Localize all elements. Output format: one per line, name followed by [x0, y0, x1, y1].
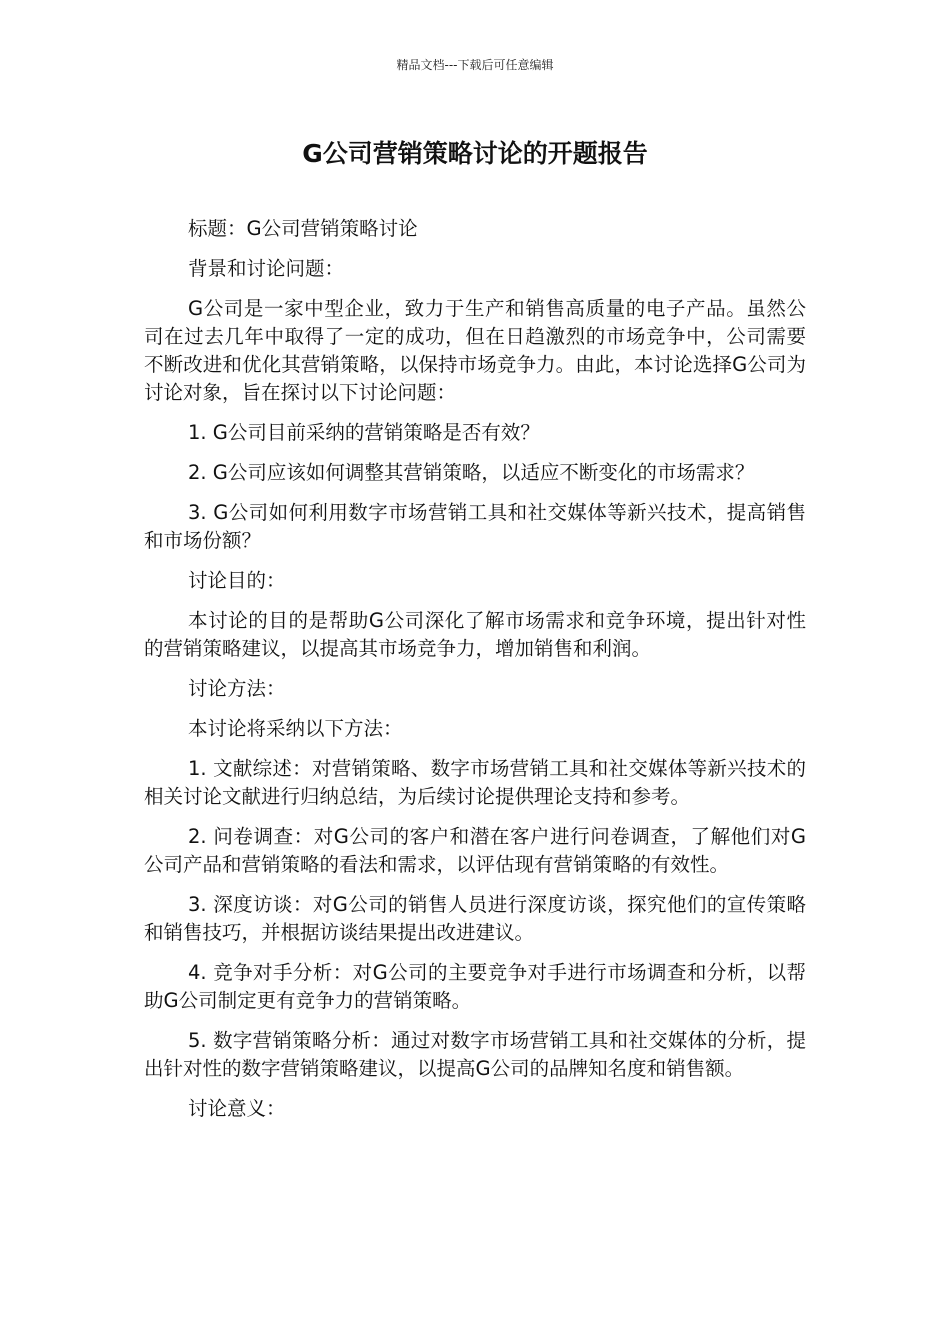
method-3: 3. 深度访谈：对G公司的销售人员进行深度访谈，探究他们的宣传策略和销售技巧，并根据访谈结果提出改进建议。 — [144, 893, 806, 944]
heading-background: 背景和讨论问题： — [188, 257, 345, 280]
method-5: 5. 数字营销策略分析：通过对数字市场营销工具和社交媒体的分析，提出针对性的数字营销策略建议，以提高G公司的品牌知名度和销售额。 — [144, 1029, 806, 1080]
document-body — [144, 215, 806, 1135]
page-header: 精品文档---下载后可任意编辑 — [396, 58, 554, 72]
heading-significance: 讨论意义： — [188, 1097, 286, 1120]
paragraph-background: G公司是一家中型企业，致力于生产和销售高质量的电子产品。虽然公司在过去几年中取得了一定的成功，但在日趋激烈的市场竞争中，公司需要不断改进和优化其营销策略，以保持市场竞争力。由此，本讨论选择G公司为讨论对象，旨在探讨以下讨论问题： — [144, 297, 806, 404]
question-3: 3. G公司如何利用数字市场营销工具和社交媒体等新兴技术，提高销售和市场份额？ — [144, 501, 806, 552]
document-title: G公司营销策略讨论的开题报告 — [302, 139, 648, 168]
method-4: 4. 竞争对手分析：对G公司的主要竞争对手进行市场调查和分析，以帮助G公司制定更有竞争力的营销策略。 — [144, 961, 806, 1012]
question-1: 1. G公司目前采纳的营销策略是否有效？ — [188, 421, 540, 444]
method-1: 1. 文献综述：对营销策略、数字市场营销工具和社交媒体等新兴技术的相关讨论文献进行归纳总结，为后续讨论提供理论支持和参考。 — [144, 757, 806, 808]
method-2: 2. 问卷调查：对G公司的客户和潜在客户进行问卷调查，了解他们对G公司产品和营销策略的看法和需求，以评估现有营销策略的有效性。 — [144, 825, 806, 876]
question-2: 2. G公司应该如何调整其营销策略，以适应不断变化的市场需求？ — [188, 461, 755, 484]
paragraph-purpose: 本讨论的目的是帮助G公司深化了解市场需求和竞争环境，提出针对性的营销策略建议，以提高其市场竞争力，增加销售和利润。 — [144, 609, 806, 660]
paragraph-subject: 标题：G公司营销策略讨论 — [188, 217, 418, 240]
paragraph-methods-intro: 本讨论将采纳以下方法： — [188, 717, 403, 740]
heading-purpose: 讨论目的： — [188, 569, 286, 592]
heading-methods: 讨论方法： — [188, 677, 286, 700]
